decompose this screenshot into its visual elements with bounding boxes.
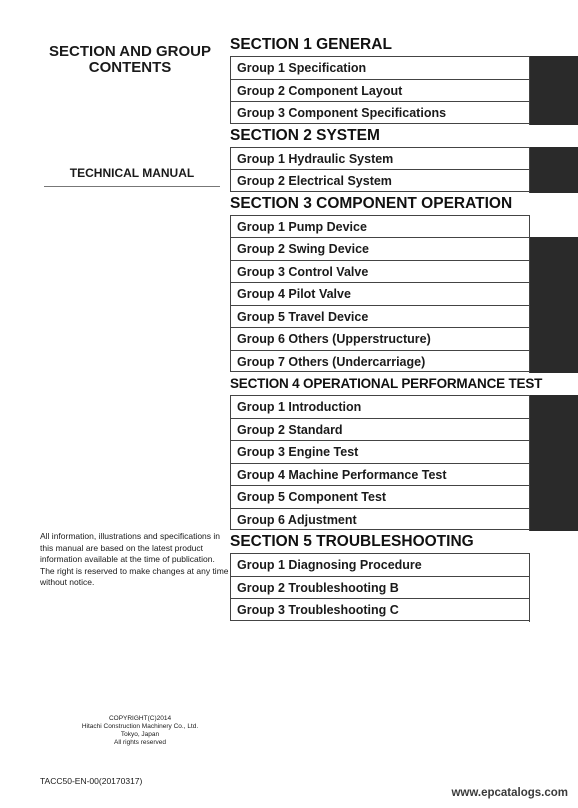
group-link[interactable] <box>230 598 529 621</box>
section-index-tab[interactable] <box>530 485 578 509</box>
section-index-tab[interactable] <box>530 101 578 125</box>
section-index-tab[interactable] <box>530 508 578 532</box>
section-index-tab[interactable] <box>530 440 578 464</box>
group-label: Group 6 Others (Upperstructure) <box>237 332 431 346</box>
copyright-line: Hitachi Construction Machinery Co., Ltd. <box>81 723 199 730</box>
copyright-line: Tokyo, Japan <box>120 731 160 738</box>
section-index-tab[interactable] <box>530 215 578 239</box>
section-index-tab[interactable] <box>530 463 578 487</box>
copyright-block <box>40 715 240 747</box>
section-title[interactable]: SECTION 5 TROUBLESHOOTING <box>230 533 474 550</box>
group-link[interactable] <box>230 350 529 373</box>
group-link[interactable] <box>230 101 529 124</box>
section-index-tab[interactable] <box>530 576 578 600</box>
section-index-tab[interactable] <box>530 395 578 419</box>
group-label: Group 2 Troubleshooting B <box>237 580 399 595</box>
group-link[interactable] <box>230 418 529 441</box>
group-link[interactable] <box>230 260 529 283</box>
group-link[interactable] <box>230 327 529 350</box>
group-link[interactable] <box>230 553 529 576</box>
group-label: Group 2 Electrical System <box>237 174 392 188</box>
group-link[interactable] <box>230 485 529 508</box>
group-link[interactable] <box>230 282 529 305</box>
group-label: Group 2 Component Layout <box>237 83 403 98</box>
group-link[interactable] <box>230 215 529 238</box>
section-title[interactable]: SECTION 1 GENERAL <box>230 36 392 53</box>
group-label: Group 1 Specification <box>237 61 367 75</box>
group-label: Group 3 Control Valve <box>237 264 369 279</box>
section-block <box>230 34 578 124</box>
section-block <box>230 125 578 192</box>
section-title[interactable]: SECTION 4 OPERATIONAL PERFORMANCE TEST <box>230 376 543 391</box>
group-label: Group 3 Component Specifications <box>237 106 447 120</box>
section-index-tab[interactable] <box>530 418 578 442</box>
group-label: Group 6 Adjustment <box>237 512 357 527</box>
group-label: Group 7 Others (Undercarriage) <box>237 354 426 369</box>
section-block <box>230 193 578 373</box>
section-index-tab[interactable] <box>530 237 578 261</box>
contents-title-line2: CONTENTS <box>88 59 172 76</box>
contents-title-line1: SECTION AND GROUP <box>49 43 211 60</box>
group-link[interactable] <box>230 463 529 486</box>
group-label: Group 4 Machine Performance Test <box>237 467 447 482</box>
copyright-line: COPYRIGHT(C)2014 <box>108 715 172 722</box>
section-index-tab[interactable] <box>530 282 578 306</box>
section-index-tab[interactable] <box>530 79 578 103</box>
document-number: TACC50-EN-00(20170317) <box>40 776 143 786</box>
group-label: Group 1 Hydraulic System <box>237 151 394 166</box>
manual-type: TECHNICAL MANUAL <box>44 166 220 187</box>
group-label: Group 4 Pilot Valve <box>237 287 351 301</box>
section-index-tab[interactable] <box>530 147 578 171</box>
group-link[interactable] <box>230 56 529 79</box>
group-link[interactable] <box>230 508 529 531</box>
group-label: Group 2 Standard <box>237 422 343 437</box>
section-index-tab[interactable] <box>530 260 578 284</box>
section-block <box>230 373 578 530</box>
group-label: Group 1 Diagnosing Procedure <box>237 558 422 572</box>
watermark-text: www.epcatalogs.com <box>451 787 568 799</box>
section-index-tab[interactable] <box>530 553 578 577</box>
group-link[interactable] <box>230 395 529 418</box>
group-label: Group 1 Introduction <box>237 400 362 414</box>
section-block <box>230 531 578 621</box>
group-link[interactable] <box>230 169 529 192</box>
group-link[interactable] <box>230 237 529 260</box>
section-index-tab[interactable] <box>530 169 578 193</box>
group-link[interactable] <box>230 79 529 102</box>
group-link[interactable] <box>230 440 529 463</box>
section-index-tab[interactable] <box>530 305 578 329</box>
group-label: Group 2 Swing Device <box>237 242 369 256</box>
section-index-tab[interactable] <box>530 327 578 351</box>
disclaimer-text: All information, illustrations and specifications in this manual are based on the latest product information available at the time of publication. The right is reserved to make changes at any time without notice. <box>40 531 229 587</box>
group-label: Group 5 Travel Device <box>237 309 369 324</box>
section-index-tab[interactable] <box>530 598 578 622</box>
copyright-line: All rights reserved <box>113 739 167 746</box>
section-title[interactable]: SECTION 2 SYSTEM <box>230 126 380 144</box>
group-link[interactable] <box>230 305 529 328</box>
group-link[interactable] <box>230 576 529 599</box>
contents-title <box>40 44 220 76</box>
group-label: Group 1 Pump Device <box>237 219 367 234</box>
section-list <box>230 34 578 622</box>
section-index-tab[interactable] <box>530 56 578 80</box>
group-label: Group 5 Component Test <box>237 490 387 504</box>
section-index-tab[interactable] <box>530 350 578 374</box>
group-label: Group 3 Engine Test <box>237 445 359 459</box>
group-label: Group 3 Troubleshooting C <box>237 603 399 617</box>
section-title[interactable]: SECTION 3 COMPONENT OPERATION <box>230 194 513 212</box>
group-link[interactable] <box>230 147 529 170</box>
